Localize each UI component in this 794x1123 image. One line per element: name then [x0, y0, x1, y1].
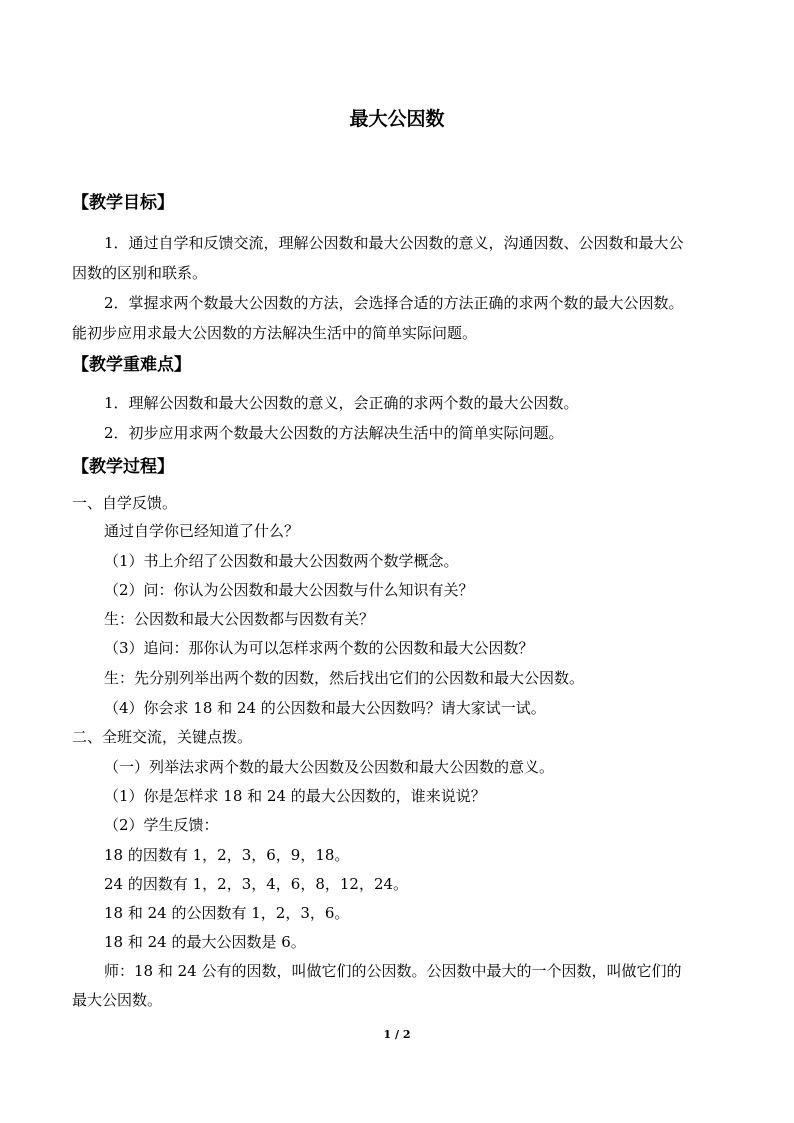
paragraph-line: 18 和 24 的最大公因数是 6。 — [104, 933, 306, 951]
paragraph-line: 18 和 24 的公因数有 1，2，3，6。 — [104, 904, 350, 922]
paragraph-line: 通过自学你已经知道了什么？ — [104, 522, 300, 540]
section-heading-key-points: 【教学重难点】 — [72, 355, 191, 375]
paragraph-line: （1）你是怎样求 18 和 24 的最大公因数的，谁来说说？ — [104, 787, 486, 805]
paragraph-line: 师：18 和 24 公有的因数，叫做它们的公因数。公因数中最大的一个因数，叫做它们的 — [104, 962, 682, 980]
paragraph-line: （2）学生反馈： — [104, 816, 219, 834]
paragraph-line: （1）书上介绍了公因数和最大公因数两个数学概念。 — [104, 552, 459, 570]
paragraph-line: （2）问：你认为公因数和最大公因数与什么知识有关？ — [104, 581, 474, 599]
paragraph-line: 因数的区别和联系。 — [72, 264, 208, 282]
paragraph-line: 生：公因数和最大公因数都与因数有关？ — [104, 610, 375, 628]
paragraph-line: 2．初步应用求两个数最大公因数的方法解决生活中的简单实际问题。 — [104, 424, 564, 442]
paragraph-line: 24 的因数有 1，2，3，4，6，8，12，24。 — [104, 875, 409, 893]
paragraph-line: 二、全班交流，关键点拨。 — [72, 728, 253, 746]
paragraph-line: （一）列举法求两个数的最大公因数及公因数和最大公因数的意义。 — [104, 758, 555, 776]
paragraph-line: （4）你会求 18 和 24 的公因数和最大公因数吗？请大家试一试。 — [104, 699, 546, 717]
paragraph-line: 生：先分别列举出两个数的因数，然后找出它们的公因数和最大公因数。 — [104, 669, 585, 687]
paragraph-line: 1．理解公因数和最大公因数的意义，会正确的求两个数的最大公因数。 — [104, 394, 579, 412]
paragraph-line: 一、自学反馈。 — [72, 494, 178, 512]
section-heading-goals: 【教学目标】 — [72, 193, 174, 213]
paragraph-line: （3）追问：那你认为可以怎样求两个数的公因数和最大公因数？ — [104, 639, 534, 657]
section-heading-process: 【教学过程】 — [72, 457, 174, 477]
paragraph-line: 18 的因数有 1，2，3，6，9，18。 — [104, 846, 350, 864]
paragraph-line: 2．掌握求两个数最大公因数的方法，会选择合适的方法正确的求两个数的最大公因数。 — [104, 294, 684, 312]
paragraph-line: 最大公因数。 — [72, 991, 163, 1009]
page-title: 最大公因数 — [349, 108, 445, 130]
page-number: 1 / 2 — [383, 1028, 411, 1041]
paragraph-line: 能初步应用求最大公因数的方法解决生活中的简单实际问题。 — [72, 324, 478, 342]
paragraph-line: 1．通过自学和反馈交流，理解公因数和最大公因数的意义，沟通因数、公因数和最大公 — [104, 234, 684, 252]
